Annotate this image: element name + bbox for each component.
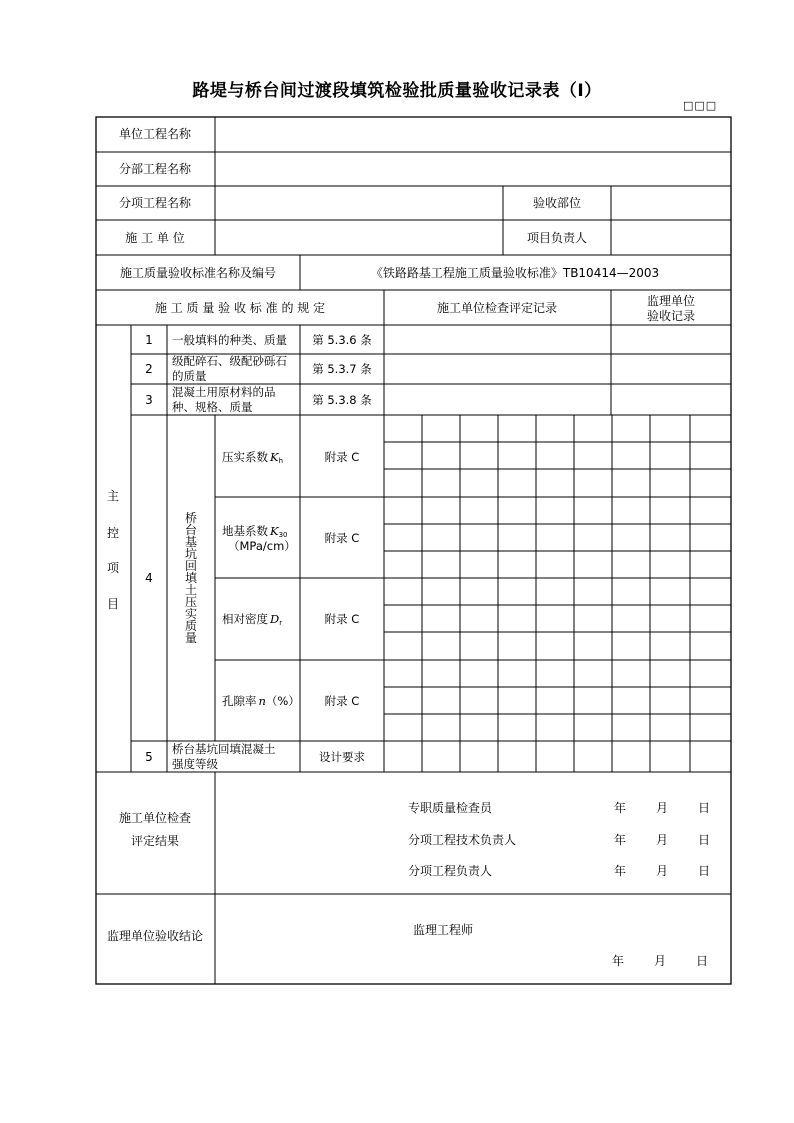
acceptance-part-label: 验收部位 (532, 196, 582, 210)
sub-item-1-clause: 附录 C (324, 450, 360, 464)
item-2-clause: 第 5.3.7 条 (312, 362, 372, 376)
item-4-group-char-5: 回 (184, 559, 198, 573)
sub-item-4-clause: 附录 C (324, 694, 360, 708)
sub-item-3-clause: 附录 C (324, 612, 360, 626)
tech-lead-label: 分项工程技术负责人 (408, 833, 517, 847)
item-project-label: 分项工程名称 (118, 196, 192, 210)
sub-item-2-label: 地基系数 K30 (222, 524, 288, 539)
main-items-label-3: 项 (106, 561, 120, 575)
item-4-group-char-4: 坑 (184, 547, 198, 561)
supervision-day: 日 (695, 954, 709, 968)
tech-lead-day: 日 (697, 833, 711, 847)
item-1-desc: 一般填料的种类、质量 (172, 333, 287, 347)
project-manager-label: 项目负责人 (526, 231, 588, 245)
supervision-month: 月 (653, 954, 667, 968)
item-4-group-char-9: 实 (184, 607, 198, 621)
self-result-label-2: 评定结果 (130, 834, 180, 848)
item-3-desc-1: 混凝土用原材料的品 (172, 385, 276, 399)
item-4-group-char-7: 土 (184, 583, 198, 597)
inspector-day: 日 (697, 801, 711, 815)
item-lead-day: 日 (697, 864, 711, 878)
sub-item-4-label: 孔隙率 n（%） (222, 694, 300, 708)
supervision-year: 年 (611, 954, 625, 968)
item-5-desc-2: 强度等级 (172, 757, 218, 771)
item-lead-label: 分项工程负责人 (408, 864, 493, 878)
item-2-desc-2: 的质量 (172, 369, 207, 383)
standard-label: 施工质量验收标准名称及编号 (119, 266, 277, 280)
form-title: 路堤与桥台间过渡段填筑检验批质量验收记录表（Ⅰ） (192, 81, 602, 101)
item-3-no: 3 (145, 393, 153, 407)
item-4-group-char-8: 压 (184, 595, 198, 609)
division-project-label: 分部工程名称 (118, 162, 192, 176)
sub-item-2-unit: （MPa/cm） (228, 539, 296, 553)
item-4-group-char-1: 桥 (184, 511, 198, 525)
self-result-label-1: 施工单位检查 (118, 811, 192, 825)
sub-item-3-label: 相对密度 Dr (222, 612, 283, 627)
sub-item-1-label: 压实系数 Kh (222, 450, 284, 465)
tech-lead-year: 年 (613, 833, 627, 847)
inspector-label: 专职质量检查员 (408, 801, 493, 815)
main-items-label-4: 目 (106, 597, 120, 611)
inspector-year: 年 (613, 801, 627, 815)
item-lead-year: 年 (613, 864, 627, 878)
standard-value: 《铁路路基工程施工质量验收标准》TB10414—2003 (370, 266, 660, 280)
item-5-clause: 设计要求 (319, 750, 365, 764)
item-1-clause: 第 5.3.6 条 (312, 333, 372, 347)
item-4-group-char-3: 基 (184, 535, 198, 549)
inspector-month: 月 (655, 801, 669, 815)
construction-unit-label: 施 工 单 位 (125, 231, 185, 245)
supervision-column-header-2: 验收记录 (646, 309, 696, 323)
item-2-desc-1: 级配碎石、级配砂砾石 (172, 354, 287, 368)
item-3-desc-2: 种、规格、质量 (172, 400, 253, 414)
supervision-conclusion-label: 监理单位验收结论 (106, 929, 204, 943)
item-4-group-char-6: 填 (184, 571, 198, 585)
item-4-group-char-2: 台 (184, 523, 198, 537)
tech-lead-month: 月 (655, 833, 669, 847)
form-code: □□□ (683, 99, 718, 112)
spec-column-header: 施 工 质 量 验 收 标 准 的 规 定 (154, 301, 326, 315)
item-lead-month: 月 (655, 864, 669, 878)
supervision-column-header: 监理单位 (646, 294, 696, 308)
item-2-no: 2 (145, 362, 153, 376)
item-5-no: 5 (145, 750, 153, 764)
self-check-column-header: 施工单位检查评定记录 (436, 301, 558, 315)
supervision-engineer-label: 监理工程师 (413, 923, 474, 937)
item-5-desc-1: 桥台基坑回填混凝土 (172, 742, 276, 756)
sub-item-2-clause: 附录 C (324, 531, 360, 545)
unit-project-label: 单位工程名称 (118, 127, 192, 141)
main-items-label-1: 主 (106, 489, 120, 503)
item-4-group-char-10: 质 (184, 619, 198, 633)
item-1-no: 1 (145, 333, 153, 347)
item-4-group-char-11: 量 (184, 631, 198, 645)
main-items-label-2: 控 (106, 526, 120, 540)
item-3-clause: 第 5.3.8 条 (312, 393, 372, 407)
item-4-no: 4 (145, 571, 153, 585)
